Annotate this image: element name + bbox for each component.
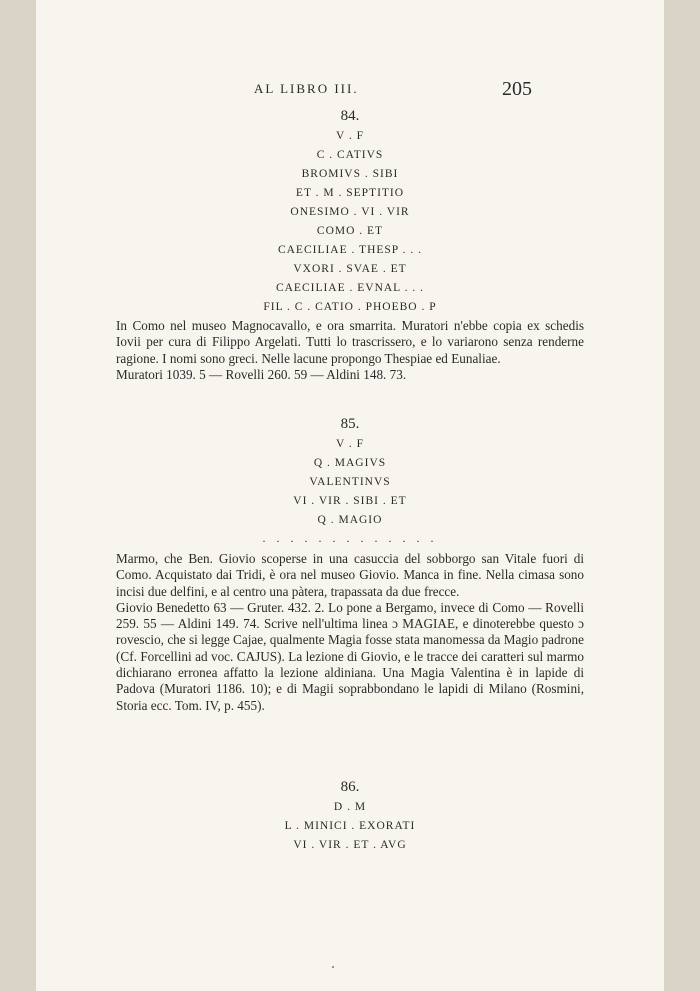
running-title: AL LIBRO III.	[254, 81, 359, 96]
inscription-line: CAECILIAE . EVNAL . . .	[275, 282, 425, 294]
inscription-84	[36, 107, 664, 317]
inscription-line: L . MINICI . EXORATI	[284, 820, 416, 832]
inscription-number: 85.	[340, 416, 360, 432]
inscription-number: 86.	[340, 779, 360, 795]
inscription-line: V . F	[335, 438, 365, 450]
inscription-line: VALENTINVS	[309, 476, 391, 488]
inscription-85	[36, 415, 664, 546]
book-page	[36, 0, 664, 991]
inscription-line: Q . MAGIVS	[313, 457, 387, 469]
inscription-line: C . CATIVS	[316, 149, 384, 161]
bibliography-reference: Muratori 1039. 5 — Rovelli 260. 59 — Aldini 148. 73.	[116, 366, 407, 382]
inscription-line: ONESIMO . VI . VIR	[290, 206, 410, 218]
inscription-line: ET . M . SEPTITIO	[295, 187, 405, 199]
page-number: 205	[502, 78, 532, 100]
inscription-line: Q . MAGIO	[317, 514, 383, 526]
inscription-line: FIL . C . CATIO . PHOEBO . P	[263, 301, 437, 313]
inscription-line: VI . VIR . ET . AVG	[293, 839, 407, 851]
commentary-paragraph: Giovio Benedetto 63 — Gruter. 432. 2. Lo pone a Bergamo, invece di Como — Rovelli 259. 55 — Aldini 149. 74. Scrive nell'ultima linea ɔ MAGIAE, e dinoterebbe questo ɔ rovescio, che si legge Cajae, qualmente Magia fosse stata manomessa da Magio padrone (Cf. Forcellini ad voc. CAJUS). La lezione di Giovio, e le tracce dei caratteri sul marmo dichiarano erronea affatto la lezione aldiniana. Una Magia Valentina è in lapide di Padova (Muratori 1186. 10); e di Magii soprabbondano le lapidi di Milano (Rosmini, Storia ecc. Tom. IV, p. 455).	[116, 599, 584, 713]
commentary-paragraph: Marmo, che Ben. Giovio scoperse in una casuccia del sobborgo san Vitale fuori di Como. Acquistato dai Tridi, è ora nel museo Giovio. Manca in fine. Nella cimasa sono incisi due delfini, e al centro una pàtera, trapassata da due frecce.	[116, 551, 584, 599]
inscription-line: VXORI . SVAE . ET	[293, 263, 407, 275]
inscription-86	[36, 778, 664, 855]
commentary-84	[116, 318, 584, 383]
inscription-line: COMO . ET	[316, 225, 384, 237]
inscription-line: D . M	[333, 801, 367, 813]
lacuna-dots: . . . . . . . . . . . . .	[262, 531, 438, 545]
inscription-line: VI . VIR . SIBI . ET	[293, 495, 407, 507]
inscription-line: CAECILIAE . THESP . . .	[277, 244, 423, 256]
page-mark	[332, 966, 334, 968]
inscription-line: BROMIVS . SIBI	[301, 168, 399, 180]
inscription-number: 84.	[340, 108, 360, 124]
page-header	[36, 78, 664, 102]
commentary-85	[116, 551, 584, 714]
inscription-line: V . F	[335, 130, 365, 142]
commentary-paragraph: In Como nel museo Magnocavallo, e ora smarrita. Muratori n'ebbe copia ex schedis Iovii per cura di Filippo Argelati. Tutti lo trascrissero, e lo variarono senza renderne ragione. I nomi sono greci. Nelle lacune propongo Thespiae ed Eunaliae.	[116, 318, 584, 366]
